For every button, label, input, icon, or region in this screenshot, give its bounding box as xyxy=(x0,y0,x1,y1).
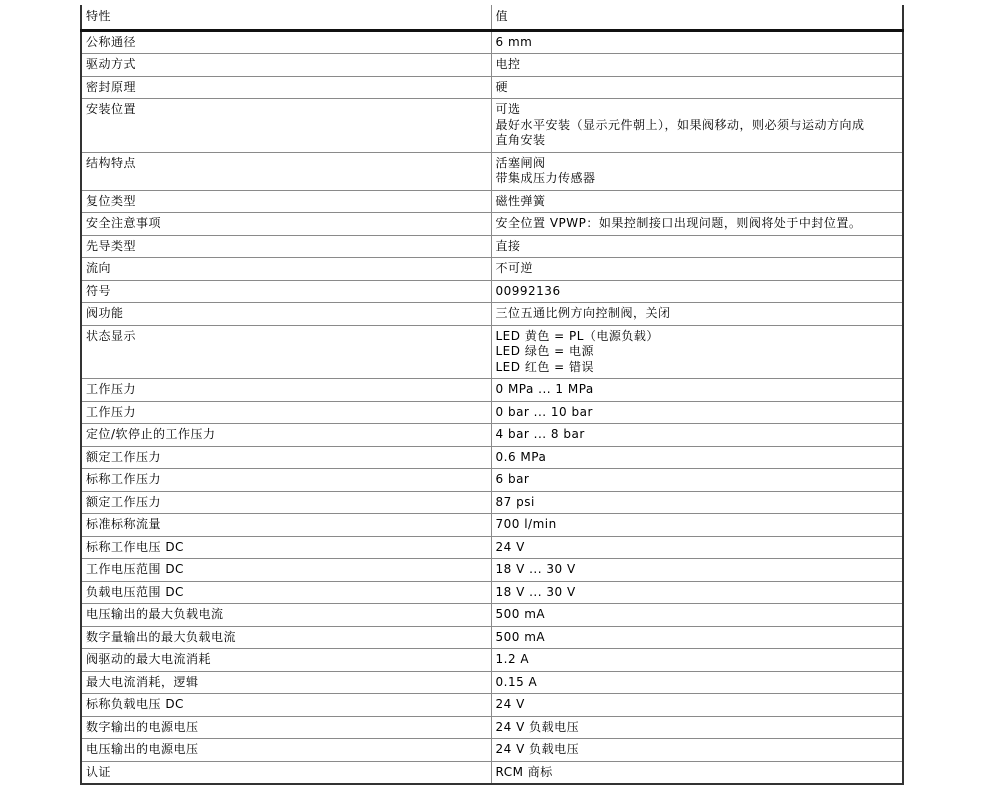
property-cell: 标称工作电压 DC xyxy=(81,536,491,559)
value-line: 硬 xyxy=(495,79,509,94)
property-cell: 先导类型 xyxy=(81,235,491,258)
value-line: 直接 xyxy=(495,238,521,253)
value-cell xyxy=(491,649,903,672)
table-row xyxy=(81,424,903,447)
value-cell xyxy=(491,604,903,627)
header-row xyxy=(81,5,903,30)
property-cell: 工作电压范围 DC xyxy=(81,559,491,582)
value-cell xyxy=(491,424,903,447)
value-line: 磁性弹簧 xyxy=(495,193,546,208)
value-cell xyxy=(491,671,903,694)
table-row xyxy=(81,280,903,303)
property-cell: 驱动方式 xyxy=(81,54,491,77)
value-line: 500 mA xyxy=(495,607,546,621)
property-cell: 标称工作压力 xyxy=(81,469,491,492)
table-row xyxy=(81,536,903,559)
value-line: 24 V 负载电压 xyxy=(495,719,580,734)
value-line: 500 mA xyxy=(495,629,546,644)
property-cell: 流向 xyxy=(81,258,491,281)
value-line: 00992136 xyxy=(495,283,561,298)
value-line: 87 psi xyxy=(495,494,535,509)
table-row xyxy=(81,30,903,54)
value-cell xyxy=(491,30,903,54)
value-line: 18 V ... 30 V xyxy=(495,562,576,576)
value-cell xyxy=(491,514,903,537)
table-row xyxy=(81,213,903,236)
table-row xyxy=(81,649,903,672)
property-cell: 阀驱动的最大电流消耗 xyxy=(81,649,491,672)
property-cell: 复位类型 xyxy=(81,190,491,213)
value-line: 不可逆 xyxy=(495,261,534,275)
value-cell xyxy=(491,235,903,258)
property-cell: 标称负载电压 DC xyxy=(81,694,491,717)
property-cell: 定位/软停止的工作压力 xyxy=(81,424,491,447)
property-cell: 最大电流消耗，逻辑 xyxy=(81,671,491,694)
table-row xyxy=(81,76,903,99)
property-cell: 状态显示 xyxy=(81,325,491,379)
table-row xyxy=(81,559,903,582)
table-row xyxy=(81,401,903,424)
header-property: 特性 xyxy=(81,5,491,30)
value-cell xyxy=(491,190,903,213)
value-line: 0.6 MPa xyxy=(495,449,547,464)
property-cell: 阀功能 xyxy=(81,303,491,326)
table-row xyxy=(81,303,903,326)
property-cell: 电压输出的最大负载电流 xyxy=(81,604,491,627)
value-line: LED 绿色 = 电源 xyxy=(495,344,595,358)
value-cell xyxy=(491,54,903,77)
value-line: 4 bar ... 8 bar xyxy=(495,427,585,441)
value-line: 电控 xyxy=(495,57,521,71)
value-line: 700 l/min xyxy=(495,517,557,531)
property-cell: 认证 xyxy=(81,761,491,784)
value-cell xyxy=(491,258,903,281)
value-line: LED 黄色 = PL（电源负载） xyxy=(495,328,659,343)
value-cell xyxy=(491,761,903,784)
value-line: 24 V 负载电压 xyxy=(495,742,580,756)
spec-table xyxy=(80,5,904,785)
value-line: 三位五通比例方向控制阀，关闭 xyxy=(495,306,671,320)
value-cell xyxy=(491,280,903,303)
value-line: 带集成压力传感器 xyxy=(495,171,596,185)
property-cell: 标准标称流量 xyxy=(81,514,491,537)
property-cell: 数字输出的电源电压 xyxy=(81,716,491,739)
value-line: 安全位置 VPWP：如果控制接口出现问题，则阀将处于中封位置。 xyxy=(495,216,862,230)
property-cell: 工作压力 xyxy=(81,379,491,402)
value-cell xyxy=(491,213,903,236)
property-cell: 密封原理 xyxy=(81,76,491,99)
property-cell: 安全注意事项 xyxy=(81,213,491,236)
value-line: 18 V ... 30 V xyxy=(495,584,576,599)
table-row xyxy=(81,446,903,469)
value-line: 0 MPa ... 1 MPa xyxy=(495,382,594,396)
table-row xyxy=(81,235,903,258)
value-line: 直角安装 xyxy=(495,133,546,147)
table-row xyxy=(81,514,903,537)
value-cell xyxy=(491,626,903,649)
property-cell: 安装位置 xyxy=(81,99,491,153)
spec-table-container xyxy=(80,5,902,785)
table-row xyxy=(81,671,903,694)
property-cell: 额定工作压力 xyxy=(81,491,491,514)
value-line: 0.15 A xyxy=(495,674,538,689)
property-cell: 额定工作压力 xyxy=(81,446,491,469)
table-row xyxy=(81,694,903,717)
value-line: 1.2 A xyxy=(495,652,530,666)
property-cell: 电压输出的电源电压 xyxy=(81,739,491,762)
value-cell xyxy=(491,446,903,469)
table-row xyxy=(81,626,903,649)
value-line: 可选 xyxy=(495,102,521,116)
property-cell: 公称通径 xyxy=(81,30,491,54)
table-row xyxy=(81,761,903,784)
table-row xyxy=(81,581,903,604)
property-cell: 负载电压范围 DC xyxy=(81,581,491,604)
property-cell: 符号 xyxy=(81,280,491,303)
value-line: 活塞闸阀 xyxy=(495,155,546,170)
value-cell xyxy=(491,99,903,153)
value-line: RCM 商标 xyxy=(495,764,553,779)
value-cell xyxy=(491,559,903,582)
table-row xyxy=(81,379,903,402)
table-row xyxy=(81,491,903,514)
table-row xyxy=(81,152,903,190)
table-row xyxy=(81,54,903,77)
value-cell xyxy=(491,469,903,492)
header-value: 值 xyxy=(491,5,903,30)
value-line: LED 红色 = 错误 xyxy=(495,359,595,374)
property-cell: 数字量输出的最大负载电流 xyxy=(81,626,491,649)
value-cell xyxy=(491,76,903,99)
table-body xyxy=(81,30,903,784)
table-row xyxy=(81,99,903,153)
value-cell xyxy=(491,694,903,717)
value-line: 6 mm xyxy=(495,34,533,49)
value-cell xyxy=(491,401,903,424)
value-cell xyxy=(491,491,903,514)
value-cell xyxy=(491,303,903,326)
value-cell xyxy=(491,716,903,739)
table-row xyxy=(81,716,903,739)
value-cell xyxy=(491,536,903,559)
value-line: 最好水平安装（显示元件朝上），如果阀移动，则必须与运动方向成 xyxy=(495,117,865,132)
value-line: 24 V xyxy=(495,697,525,711)
value-line: 24 V xyxy=(495,539,525,554)
value-line: 6 bar xyxy=(495,472,530,486)
table-row xyxy=(81,325,903,379)
table-row xyxy=(81,258,903,281)
value-cell xyxy=(491,739,903,762)
value-line: 0 bar ... 10 bar xyxy=(495,404,593,419)
value-cell xyxy=(491,581,903,604)
value-cell xyxy=(491,152,903,190)
table-row xyxy=(81,739,903,762)
table-row xyxy=(81,469,903,492)
table-header xyxy=(81,5,903,30)
table-row xyxy=(81,190,903,213)
table-row xyxy=(81,604,903,627)
value-cell xyxy=(491,325,903,379)
property-cell: 工作压力 xyxy=(81,401,491,424)
property-cell: 结构特点 xyxy=(81,152,491,190)
value-cell xyxy=(491,379,903,402)
